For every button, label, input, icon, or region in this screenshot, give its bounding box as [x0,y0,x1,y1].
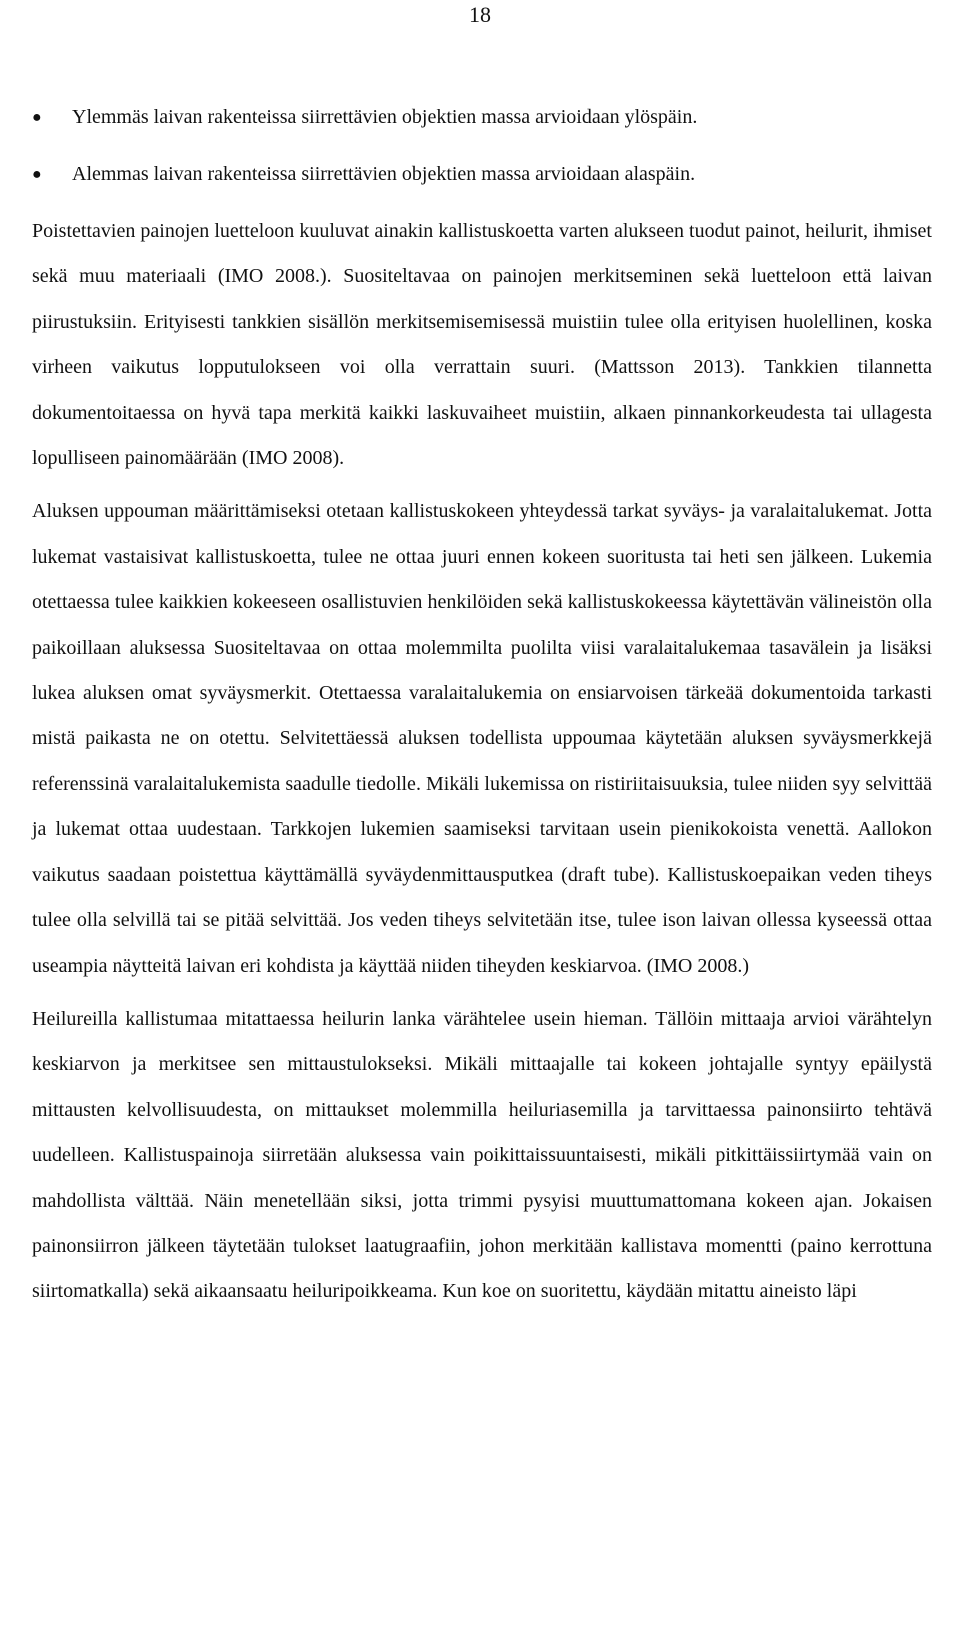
bullet-text: Alemmas laivan rakenteissa siirrettävien objektien massa arvioidaan alaspäin. [72,163,696,185]
body-text [32,95,932,1315]
paragraph-displacement: Aluksen uppouman määrittämiseksi otetaan kallistuskokeen yhteydessä tarkat syväys- ja varalaitalukemat. Jotta lukemat vastaisivat kallistuskoetta, tulee ne ottaa juuri ennen kokeen suoritusta tai heti sen jälkeen. Lukemia otettaessa tulee kaikkien kokeeseen osallistuvien henkilöiden sekä kallistuskokeessa käytettävän välineistön olla paikoillaan aluksessa Suositeltavaa on ottaa molemmilta puolilta viisi varalaitalukemaa tasavälein ja lisäksi lukea aluksen omat syväysmerkit. Otettaessa varalaitalukemia on ensiarvoisen tärkeää dokumentoida tarkasti mistä paikasta ne on otettu. Selvitettäessä aluksen todellista uppoumaa käytetään aluksen syväysmerkkejä referenssinä varalaitalukemista saadulle tiedolle. Mikäli lukemissa on ristiriitaisuuksia, tulee niiden syy selvittää ja lukemat ottaa uudestaan. Tarkkojen lukemien saamiseksi tarvitaan usein pienikokoista venettä. Aallokon vaikutus saadaan poistettua käyttämällä syväydenmittausputkea (draft tube). Kallistuskoepaikan veden tiheys tulee olla selvillä tai se pitää selvittää. Jos veden tiheys selvitetään itse, tulee ison laivan ollessa kyseessä ottaa useampia näytteitä laivan eri kohdista ja käyttää niiden tiheyden keskiarvoa. (IMO 2008.) [32,500,932,977]
paragraph-pendulum: Heilureilla kallistumaa mitattaessa heilurin lanka värähtelee usein hieman. Tällöin mittaaja arvioi värähtelyn keskiarvon ja merkitsee sen mittaustulokseksi. Mikäli mittaajalle tai kokeen johtajalle syntyy epäilystä mittausten kelvollisuudesta, on mittaukset molemmilla heiluriasemilla ja tarvittaessa painonsiirto tehtävä uudelleen. Kallistuspainoja siirretään aluksessa vain poikittaissuuntaisesti, mikäli pitkittäissiirtymää vain on mahdollista välttää. Näin menetellään siksi, jotta trimmi pysyisi muuttumattomana kokeen ajan. Jokaisen painonsiirron jälkeen täytetään tulokset laatugraafiin, johon merkitään kallistava momentti (paino kerrottuna siirtomatkalla) sekä aikaansaatu heiluripoikkeama. Kun koe on suoritettu, käydään mitattu aineisto läpi [32,1007,932,1303]
bullet-list [32,95,932,197]
bullet-dot-icon: ● [32,109,42,126]
page-number: 18 [469,2,491,27]
paragraph-weights-list: Poistettavien painojen luetteloon kuuluvat ainakin kallistuskoetta varten alukseen tuodut painot, heilurit, ihmiset sekä muu materiaali (IMO 2008.). Suositeltavaa on painojen merkitseminen sekä luetteloon että laivan piirustuksiin. Erityisesti tankkien sisällön merkitsemisemisessä muistiin tulee olla erityisen huolellinen, koska virheen vaikutus lopputulokseen voi olla verrattain suuri. (Mattsson 2013). Tankkien tilannetta dokumentoitaessa on hyvä tapa merkitä kaikki laskuvaiheet muistiin, alkaen pinnankorkeudesta tai ullagesta lopulliseen painomäärään (IMO 2008). [32,220,932,470]
bullet-item [32,152,932,197]
bullet-item [32,95,932,140]
bullet-text: Ylemmäs laivan rakenteissa siirrettävien objektien massa arvioidaan ylöspäin. [72,106,698,128]
bullet-dot-icon: ● [32,166,42,183]
